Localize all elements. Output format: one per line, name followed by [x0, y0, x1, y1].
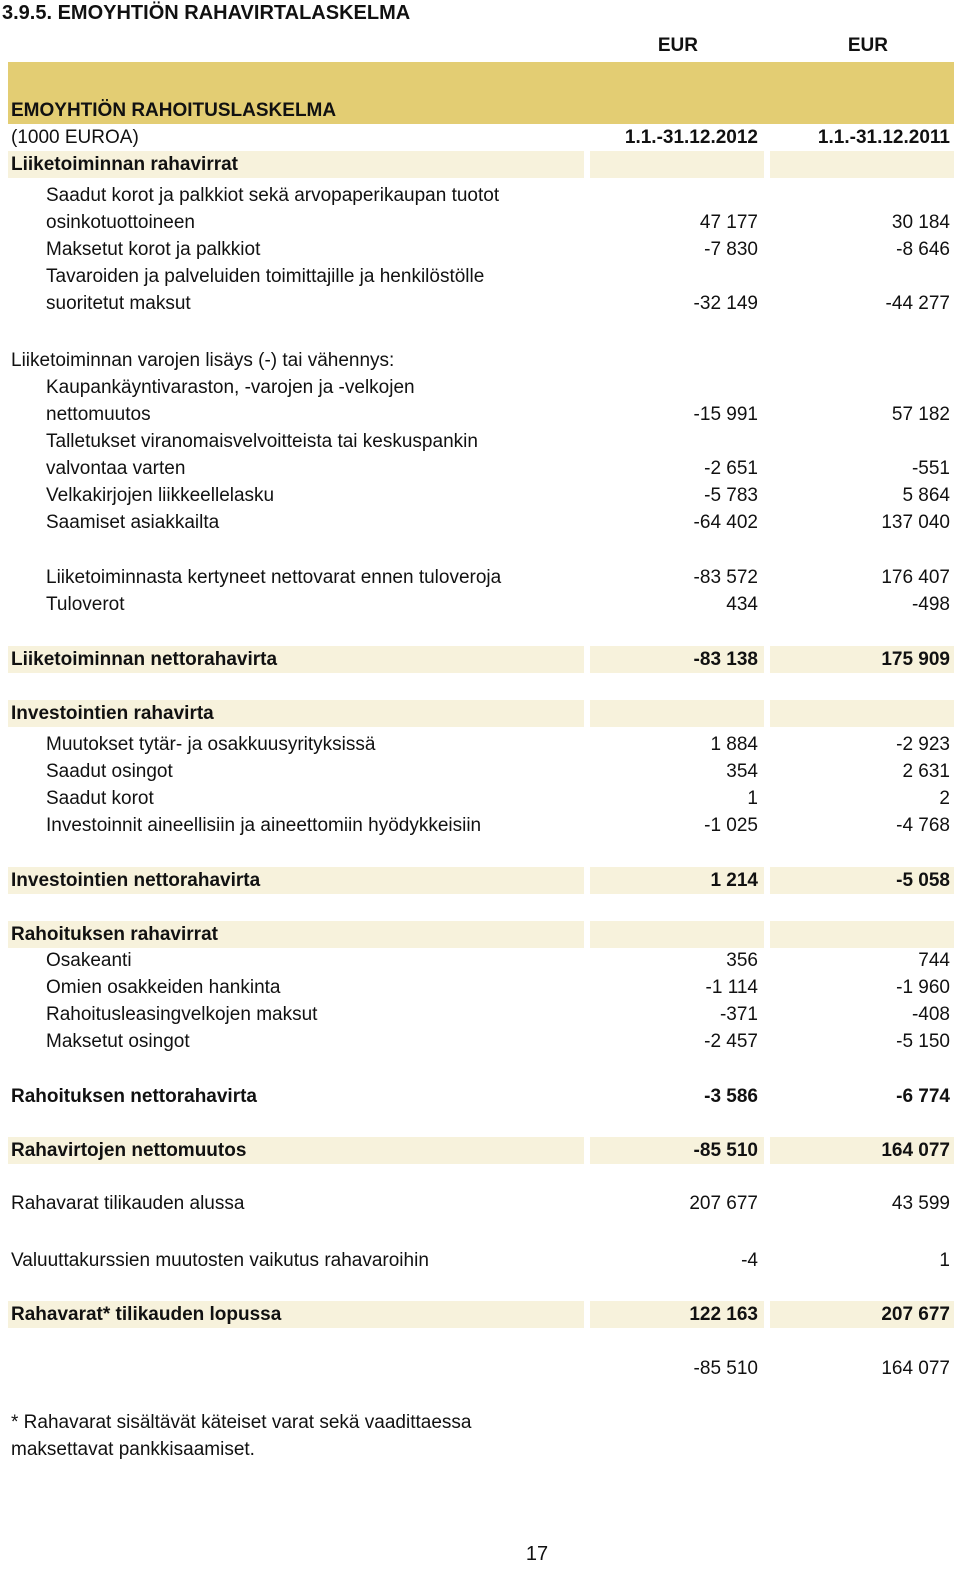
row-value-2011: -498	[911, 594, 950, 615]
row-label: Valuuttakurssien muutosten vaikutus rahavaroihin	[11, 1250, 429, 1271]
row-value-2011: -4 768	[896, 815, 950, 836]
row-value-2012: 1 884	[710, 734, 758, 755]
row-value-2012: -15 991	[693, 404, 758, 425]
row-label: Investointien nettorahavirta	[11, 870, 261, 891]
unit-label: (1000 EUROA)	[11, 127, 139, 148]
row-value-2012: 1 214	[710, 870, 758, 891]
row-value-2011: -551	[911, 458, 950, 479]
period-header-2011: 1.1.-31.12.2011	[817, 127, 950, 148]
row-label: valvontaa varten	[46, 458, 186, 479]
row-value-2012: -7 830	[704, 239, 758, 260]
page-number: 17	[525, 1543, 549, 1565]
row-value-2011: 137 040	[881, 512, 950, 533]
row-value-2011: 2	[939, 788, 950, 809]
row-value-2012: 47 177	[699, 212, 758, 233]
row-label: Liiketoiminnan varojen lisäys (-) tai vähennys:	[11, 350, 395, 371]
row-value-2012: 122 163	[689, 1304, 758, 1325]
row-value-2012: -371	[719, 1004, 758, 1025]
row-value-2012: -3 586	[704, 1086, 758, 1107]
row-label: Rahavirtojen nettomuutos	[11, 1140, 247, 1161]
row-label: nettomuutos	[46, 404, 151, 425]
row-value-2011: 57 182	[891, 404, 950, 425]
row-value-2012: -83 138	[693, 649, 758, 670]
row-value-2011: 175 909	[881, 649, 950, 670]
row-value-2011: 43 599	[891, 1193, 950, 1214]
period-header-2012: 1.1.-31.12.2012	[624, 127, 758, 148]
row-value-2012: -1 114	[705, 977, 758, 998]
row-value-2011: 744	[918, 950, 950, 971]
row-value-2011: -2 923	[896, 734, 950, 755]
row-value-2011: 5 864	[902, 485, 950, 506]
row-label: Kaupankäyntivaraston, -varojen ja -velkojen	[46, 377, 415, 398]
row-value-2011: 164 077	[881, 1140, 950, 1161]
row-label: Velkakirjojen liikkeellelasku	[46, 485, 275, 506]
row-value-2011: 1	[939, 1250, 950, 1271]
section-title: 3.9.5. EMOYHTIÖN RAHAVIRTALASKELMA	[2, 2, 411, 24]
row-label: Rahavarat tilikauden alussa	[11, 1193, 245, 1214]
row-value-2011: 207 677	[881, 1304, 950, 1325]
row-value-2012: -64 402	[693, 512, 758, 533]
check-value-2012: -85 510	[693, 1358, 758, 1379]
row-label: Tavaroiden ja palveluiden toimittajille ja henkilöstölle	[46, 266, 485, 287]
row-label: Saadut korot	[46, 788, 154, 809]
row-value-2012: -83 572	[693, 567, 758, 588]
footnote: * Rahavarat sisältävät käteiset varat sekä vaadittaessa maksettavat pankkisaamiset.	[11, 1412, 472, 1460]
row-label: Muutokset tytär- ja osakkuusyrityksissä	[46, 734, 376, 755]
row-value-2012: -5 783	[704, 485, 758, 506]
row-value-2011: 2 631	[902, 761, 950, 782]
row-value-2011: -408	[911, 1004, 950, 1025]
row-value-2011: -1 960	[896, 977, 950, 998]
table-title: EMOYHTIÖN RAHOITUSLASKELMA	[11, 100, 337, 121]
row-label: Maksetut osingot	[46, 1031, 190, 1052]
row-label: Rahoituksen nettorahavirta	[11, 1086, 257, 1107]
row-value-2012: 1	[747, 788, 758, 809]
row-value-2012: 434	[726, 594, 758, 615]
row-value-2012: 356	[726, 950, 758, 971]
row-label: Saadut osingot	[46, 761, 173, 782]
row-label: Saadut korot ja palkkiot sekä arvopaperikaupan tuotot	[46, 185, 500, 206]
row-label: suoritetut maksut	[46, 293, 191, 314]
row-value-2011: -8 646	[896, 239, 950, 260]
row-value-2011: -6 774	[896, 1086, 950, 1107]
row-label: Liiketoiminnan rahavirrat	[11, 154, 239, 175]
row-value-2012: -2 651	[704, 458, 758, 479]
row-value-2012: 207 677	[689, 1193, 758, 1214]
row-label: Liiketoiminnasta kertyneet nettovarat ennen tuloveroja	[46, 567, 502, 588]
row-value-2012: -2 457	[704, 1031, 758, 1052]
row-label: Liiketoiminnan nettorahavirta	[11, 649, 278, 670]
row-value-2011: 176 407	[881, 567, 950, 588]
row-value-2011: -44 277	[885, 293, 950, 314]
row-value-2012: -1 025	[704, 815, 758, 836]
currency-label-2011: EUR	[847, 35, 888, 56]
row-value-2011: 30 184	[891, 212, 950, 233]
row-label: Rahoitusleasingvelkojen maksut	[46, 1004, 318, 1025]
row-label: Omien osakkeiden hankinta	[46, 977, 281, 998]
row-label: Rahoituksen rahavirrat	[11, 924, 218, 945]
row-label: Tuloverot	[46, 594, 125, 615]
row-label: Investointien rahavirta	[11, 703, 214, 724]
row-label: Talletukset viranomaisvelvoitteista tai keskuspankin	[46, 431, 478, 452]
row-value-2012: 354	[726, 761, 758, 782]
row-label: Maksetut korot ja palkkiot	[46, 239, 261, 260]
row-value-2012: -4	[741, 1250, 758, 1271]
check-value-2011: 164 077	[881, 1358, 950, 1379]
row-value-2012: -85 510	[693, 1140, 758, 1161]
row-label: Rahavarat* tilikauden lopussa	[11, 1304, 282, 1325]
row-label: Saamiset asiakkailta	[46, 512, 220, 533]
row-label: Osakeanti	[46, 950, 132, 971]
currency-label-2012: EUR	[657, 35, 698, 56]
row-label: Investoinnit aineellisiin ja aineettomiin hyödykkeisiin	[46, 815, 482, 836]
row-label: osinkotuottoineen	[46, 212, 195, 233]
row-value-2012: -32 149	[693, 293, 758, 314]
row-value-2011: -5 058	[896, 870, 950, 891]
row-value-2011: -5 150	[896, 1031, 950, 1052]
